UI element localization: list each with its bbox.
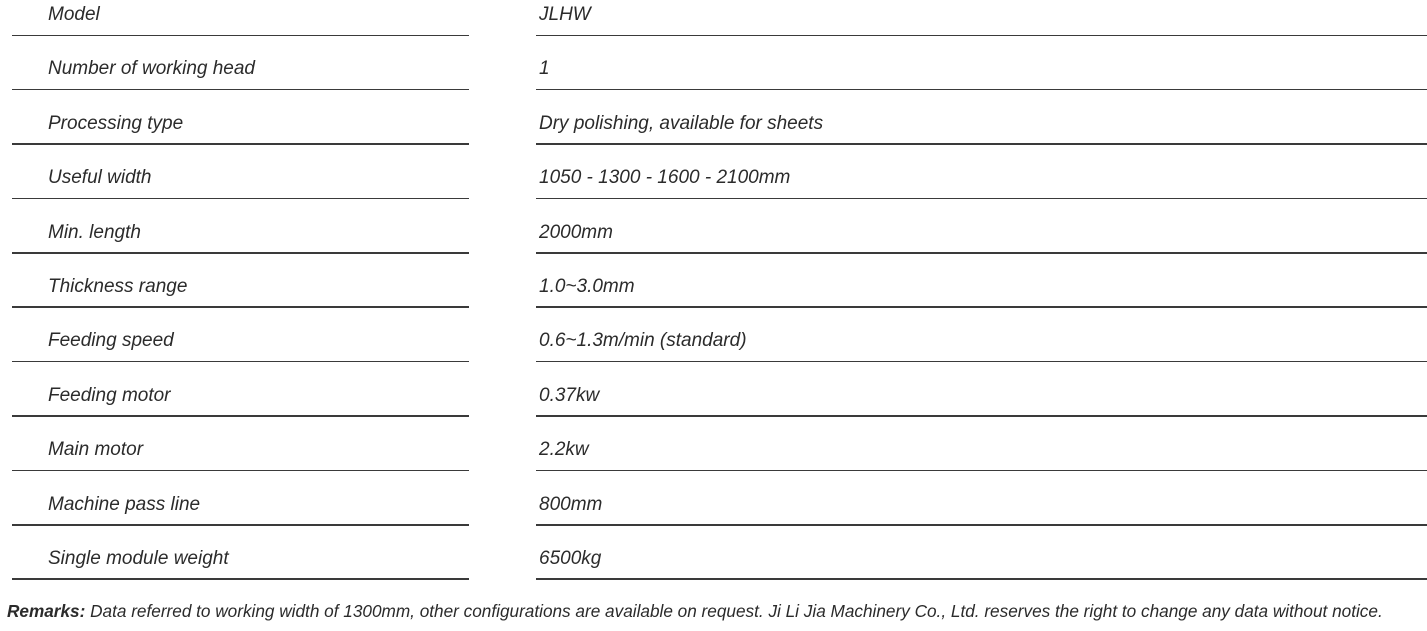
spec-label: Useful width	[48, 167, 152, 189]
spec-row-useful-width	[0, 145, 1427, 199]
remarks-text: Data referred to working width of 1300mm, other configurations are available on request. Ji Li Jia Machinery Co., Ltd. reserves the right to change any data without notice.	[85, 601, 1383, 621]
spec-value: 1	[539, 58, 550, 80]
spec-value: 2.2kw	[539, 439, 589, 461]
spec-value: 0.37kw	[539, 384, 600, 406]
spec-label: Feeding motor	[48, 384, 171, 406]
spec-row-min-length	[0, 199, 1427, 253]
spec-label: Model	[48, 4, 100, 25]
row-divider-left	[12, 578, 469, 580]
spec-value: JLHW	[539, 4, 591, 25]
spec-label: Number of working head	[48, 58, 255, 80]
spec-value: Dry polishing, available for sheets	[539, 112, 824, 134]
spec-row-feeding-speed	[0, 308, 1427, 362]
spec-row-pass-line	[0, 471, 1427, 525]
row-divider-right	[536, 578, 1427, 580]
spec-row-processing-type	[0, 90, 1427, 144]
spec-label: Feeding speed	[48, 330, 174, 352]
spec-value: 1.0~3.0mm	[539, 275, 635, 297]
spec-value: 0.6~1.3m/min (standard)	[539, 330, 747, 352]
spec-label: Processing type	[48, 112, 184, 134]
spec-row-main-motor	[0, 417, 1427, 471]
spec-value: 800mm	[539, 493, 603, 515]
spec-label: Min. length	[48, 221, 141, 243]
remarks-label: Remarks:	[7, 601, 86, 621]
spec-label: Machine pass line	[48, 493, 201, 515]
spec-row-module-weight	[0, 526, 1427, 580]
spec-row-working-head	[0, 36, 1427, 90]
spec-value: 6500kg	[539, 547, 602, 569]
spec-row-feeding-motor	[0, 362, 1427, 416]
spec-label: Thickness range	[48, 275, 188, 297]
remarks-note	[7, 601, 1383, 622]
spec-value: 2000mm	[539, 221, 613, 243]
spec-label: Main motor	[48, 439, 144, 461]
spec-label: Single module weight	[48, 547, 229, 569]
spec-row-model	[0, 0, 1427, 36]
spec-row-thickness-range	[0, 254, 1427, 308]
spec-value: 1050 - 1300 - 1600 - 2100mm	[539, 167, 791, 189]
